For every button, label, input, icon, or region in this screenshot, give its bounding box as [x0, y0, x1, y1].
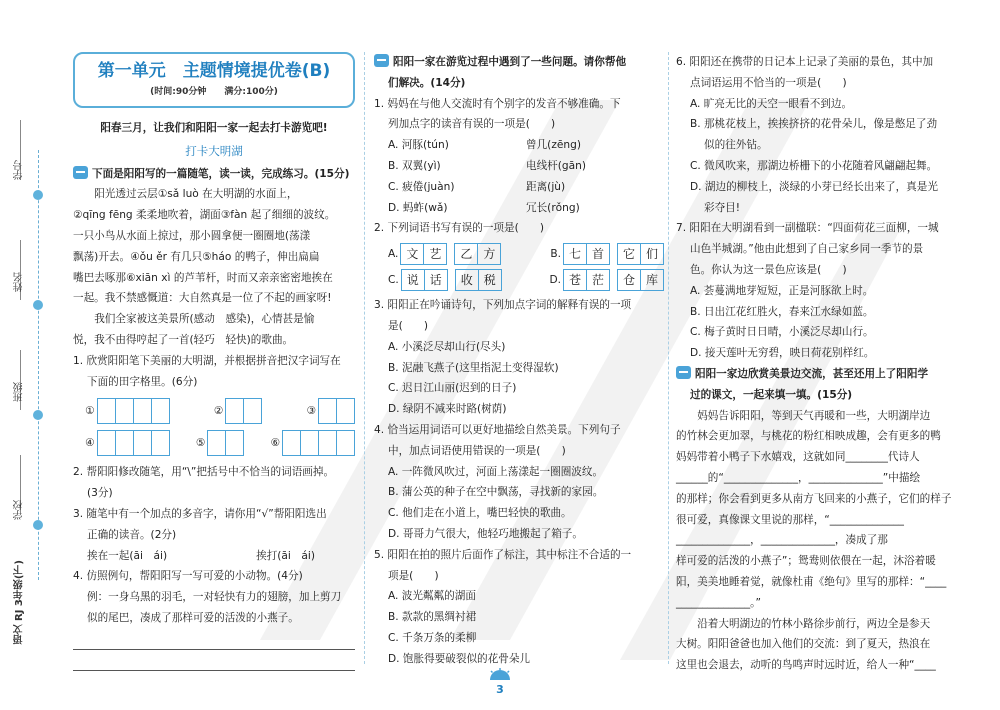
option-cont: 彩夺目! [704, 201, 741, 214]
question-7: 7. 阳阳在大明湖看到一副楹联：“四面荷花三面柳，一城 [676, 222, 939, 235]
binding-label-subject: 语文 RJ 3年级(下) [14, 560, 25, 645]
question-1: 1. 妈妈在与他人交流时有个别字的发音不够准确。下 [374, 97, 621, 110]
option[interactable]: C. 他们走在小道上，嘴巴轻快的歌曲。 [388, 507, 572, 520]
binding-label-student-id: 学号 [14, 160, 25, 180]
intro-text: 阳春三月，让我们和阳阳一家一起去打卡游览吧! [100, 122, 328, 134]
question-1-cont: 下面的田字格里。(6分) [87, 375, 198, 388]
section-2-heading-cont: 们解决。(14分) [388, 76, 466, 89]
option[interactable]: C. 迟日江山丽(迟到的日子) [388, 382, 517, 395]
binding-dot [33, 410, 43, 420]
option-b[interactable]: B. 七 首 它 们 [550, 243, 664, 265]
tianzige-cell[interactable] [336, 398, 355, 424]
example-line: 似的尾巴，凑成了那样可爱的活泼的小燕子。 [87, 611, 299, 624]
tianzige-cell[interactable] [97, 430, 116, 456]
option[interactable]: D. 哥哥力气很大，他轻巧地搬起了箱子。 [388, 527, 583, 540]
option: 距离(jù) [526, 180, 566, 193]
passage-line: 的那样；你会看到更多从南方飞回来的小燕子，它们的样子 [676, 492, 952, 505]
passage-line: 的竹林会更加翠，与桃花的粉红相映成趣，会有更多的鸭 [676, 430, 941, 443]
section-1-heading: 下面是阳阳写的一篇随笔，读一读，完成练习。(15分) [73, 164, 355, 185]
option[interactable]: D. 湖边的柳枝上，淡绿的小芽已经长出来了，真是光 [690, 180, 938, 193]
option[interactable]: C. 千条万条的柔柳 [388, 631, 477, 644]
tianzige-cell[interactable] [115, 398, 134, 424]
essay-line: 悦，我不由得哼起了一首(轻巧 轻快)的歌曲。 [73, 333, 294, 346]
passage-line: 妈妈告诉阳阳，等到天气再暖和一些，大明湖岸边 [697, 409, 931, 422]
tianzige-row-1: ① ② ③ [85, 398, 355, 424]
tianzige-cell[interactable] [97, 398, 116, 424]
page-title: 第一单元 主题情境提优卷(B) [97, 61, 331, 81]
pronunciation-option[interactable]: 挨打(āi ái) [256, 549, 315, 562]
option[interactable]: B. 泥融飞燕子(这里指泥土变得湿软) [388, 361, 559, 374]
tianzige-cell[interactable] [282, 430, 301, 456]
word-box-row [374, 269, 664, 291]
page-number: 3 [496, 683, 504, 696]
question-3-cont: 是( ) [388, 319, 429, 332]
question-1-options [374, 135, 664, 218]
sun-ornament-icon [486, 668, 514, 680]
section-3-heading: 阳阳一家边欣赏美景边交流，甚至还用上了阳阳学 [676, 364, 966, 385]
option[interactable]: D. 绿阴不减来时路(树荫) [388, 403, 507, 416]
question-6: 6. 阳阳还在携带的日记本上记录了美丽的景色，其中加 [676, 56, 934, 68]
binding-dashed-line [38, 150, 39, 580]
passage-line[interactable]: 这里也会退去，动听的鸟鸣声时远时近，给人一种“____ [676, 659, 936, 672]
tianzige-cell[interactable] [225, 430, 244, 456]
tianzige-cell[interactable] [318, 430, 337, 456]
passage-line[interactable]: ______________，______________，凑成了那 [676, 534, 888, 547]
tianzige-cell[interactable] [133, 398, 152, 424]
option[interactable]: D. 接天莲叶无穷碧，映日荷花别样红。 [690, 347, 875, 360]
option-cont: 似的往外钻。 [704, 139, 768, 152]
option: 曾几(zēng) [526, 139, 581, 152]
answer-line[interactable] [73, 633, 355, 650]
option[interactable]: C. 疲倦(juàn) [388, 180, 455, 193]
question-4: 4. 恰当运用词语可以更好地描绘自然美景。下列句子 [374, 423, 621, 436]
question-5-cont: 项是( ) [388, 569, 439, 582]
section-2-heading: 阳阳一家在游览过程中遇到了一些问题。请你帮他 [374, 52, 664, 73]
essay-line: 我们全家被这美景所(感动 感染)，心情甚是愉 [94, 313, 315, 326]
tianzige-cell[interactable] [151, 398, 170, 424]
scene-subtitle: 打卡大明湖 [185, 143, 243, 158]
essay-line: 阳光透过云层①sǎ luò 在大明湖的水面上， [94, 188, 298, 201]
tianzige-cell[interactable] [243, 398, 262, 424]
passage-line: 大树。阳阳爸爸也加入他们的交流：到了夏天，热浪在 [676, 638, 931, 651]
option: 冗长(rǒng) [526, 201, 580, 214]
title-box [73, 52, 355, 108]
section-3-heading-cont: 过的课文，一起来填一填。(15分) [690, 388, 853, 401]
binding-dot [33, 520, 43, 530]
exam-info: (时间:90分钟 满分:100分) [150, 87, 278, 97]
tianzige-cell[interactable] [336, 430, 355, 456]
word-box-row [374, 243, 664, 265]
tianzige-cell[interactable] [151, 430, 170, 456]
binding-label-name: 姓名 [14, 272, 25, 292]
option[interactable]: A. 波光粼粼的湖面 [388, 590, 476, 603]
option-c[interactable]: C. 说 话 收 税 [388, 269, 502, 291]
binding-label-class: 班级 [14, 382, 25, 402]
pronunciation-option[interactable]: 挨在一起(āi ái) [87, 549, 168, 562]
column-divider [364, 52, 365, 664]
column-divider [668, 52, 669, 664]
option[interactable]: A. 河豚(tún) [388, 139, 449, 152]
option[interactable]: A. 旷亮无比的天空一眼看不到边。 [690, 97, 853, 110]
question-3-cont: 正确的读音。(2分) [87, 528, 177, 541]
question-4: 4. 仿照例句，帮阳阳写一写可爱的小动物。(4分) [73, 570, 303, 583]
question-3-options [73, 546, 355, 567]
option[interactable]: B. 那桃花枝上，挨挨挤挤的花骨朵儿，像是憋足了劲 [690, 118, 938, 131]
tianzige-cell[interactable] [115, 430, 134, 456]
tianzige-cell[interactable] [225, 398, 244, 424]
section-badge-icon [374, 54, 389, 67]
question-2: 2. 帮阳阳修改随笔，用“\”把括号中不恰当的词语画掉。 [73, 466, 335, 479]
question-2-cont: (3分) [87, 487, 113, 500]
option[interactable]: C. 微风吹来，那湖边桥栅下的小花随着风翩翩起舞。 [690, 159, 938, 172]
tianzige-cell[interactable] [133, 430, 152, 456]
essay-line: 嘴巴去啄那⑥xiān xì 的芦苇杆，时而又亲亲密密地挨在 [73, 271, 333, 284]
question-3: 3. 随笔中有一个加点的多音字，请你用“√”帮阳阳选出 [73, 507, 327, 520]
question-5: 5. 阳阳在拍的照片后面作了标注，其中标注不合适的一 [374, 548, 632, 561]
passage-line[interactable]: 很可爱，真像课文里说的那样，“______________ [676, 513, 904, 526]
example-line: 例：一身乌黑的羽毛，一对轻快有力的翅膀，加上剪刀 [87, 591, 342, 604]
binding-dot [33, 300, 43, 310]
passage-line[interactable]: 阳，美美地睡着觉，就像杜甫《绝句》里写的那样：“____ [676, 575, 947, 588]
option[interactable]: A. 一阵微风吹过，河面上荡漾起一圈圈波纹。 [388, 465, 604, 478]
question-6-cont: 点词语运用不恰当的一项是( ) [690, 76, 847, 89]
tianzige-cell[interactable] [300, 430, 319, 456]
passage-line[interactable]: ______的“______________，______________”中描绘 [676, 471, 921, 484]
column-3 [676, 52, 966, 676]
option[interactable]: B. 双翼(yì) [388, 159, 441, 172]
option[interactable]: B. 日出江花红胜火，春来江水绿如蓝。 [690, 305, 874, 318]
binding-strip [0, 0, 52, 710]
essay-line: 一只小鸟从水面上掠过，那小圆拿便一圈圈地(荡漾 [73, 229, 311, 242]
question-2: 2. 下列词语书写有误的一项是( ) [374, 222, 545, 235]
passage-line: 样可爱的活泼的小燕子”；鸳鸯则依偎在一起，沐浴着暖 [676, 555, 936, 568]
option[interactable]: A. 小溪泛尽却山行(尽头) [388, 340, 506, 353]
question-4-cont: 中，加点词语使用错误的一项是( ) [388, 444, 566, 457]
binding-label-school: 学校 [14, 500, 25, 520]
passage-line: 沿着大明湖边的竹林小路徐步前行，两边全是参天 [697, 617, 931, 630]
column-2 [374, 52, 664, 670]
question-7-cont: 色。你认为这一景色应该是( ) [690, 263, 847, 276]
passage-line[interactable]: ______________。” [676, 596, 761, 609]
tianzige-row-2: ④ ⑤ ⑥ [85, 430, 355, 456]
section-badge-icon [676, 366, 691, 379]
option[interactable]: B. 款款的黑绸衬裙 [388, 611, 477, 624]
binding-dot [33, 190, 43, 200]
essay-line: 飘荡)开去。④ǒu ěr 有几只⑤háo 的鸭子，伸出扁扁 [73, 250, 320, 263]
question-1: 1. 欣赏阳阳笔下美丽的大明湖，并根据拼音把汉字词写在 [73, 354, 341, 367]
option[interactable]: D. 蚂蚱(wǎ) [388, 201, 448, 214]
option-a[interactable]: A. 文 艺 乙 方 [388, 243, 501, 265]
tianzige-cell[interactable] [207, 430, 226, 456]
option[interactable]: C. 梅子黄时日日晴，小溪泛尽却山行。 [690, 326, 874, 339]
option[interactable]: B. 蒲公英的种子在空中飘荡，寻找新的家园。 [388, 486, 604, 499]
tianzige-cell[interactable] [318, 398, 337, 424]
option-d[interactable]: D. 苍 茫 仓 库 [549, 269, 664, 291]
option[interactable]: A. 荟蔓满地芽短短，正是河豚欲上时。 [690, 284, 874, 297]
essay-line: ②qīng fēng 柔柔地吹着，湖面③fàn 起了细细的波纹。 [73, 209, 336, 222]
question-7-cont: 山色半城湖。”他由此想到了自己家乡同一季节的景 [690, 243, 924, 256]
question-3: 3. 阳阳正在吟诵诗句，下列加点字词的解释有误的一项 [374, 299, 632, 312]
essay-line: 一起。我不禁感慨道：大自然真是一位了不起的画家呀! [73, 292, 332, 305]
option[interactable]: D. 饱胀得要破裂似的花骨朵儿 [388, 652, 531, 665]
answer-line[interactable] [73, 654, 355, 671]
passage-line[interactable]: 妈妈带着小鸭子下水嬉戏，这就如同________代诗人 [676, 451, 920, 464]
option: 电线杆(gān) [526, 159, 586, 172]
column-1 [73, 52, 355, 671]
question-1-cont: 列加点字的读音有误的一项是( ) [388, 118, 556, 131]
section-badge-icon [73, 166, 88, 179]
